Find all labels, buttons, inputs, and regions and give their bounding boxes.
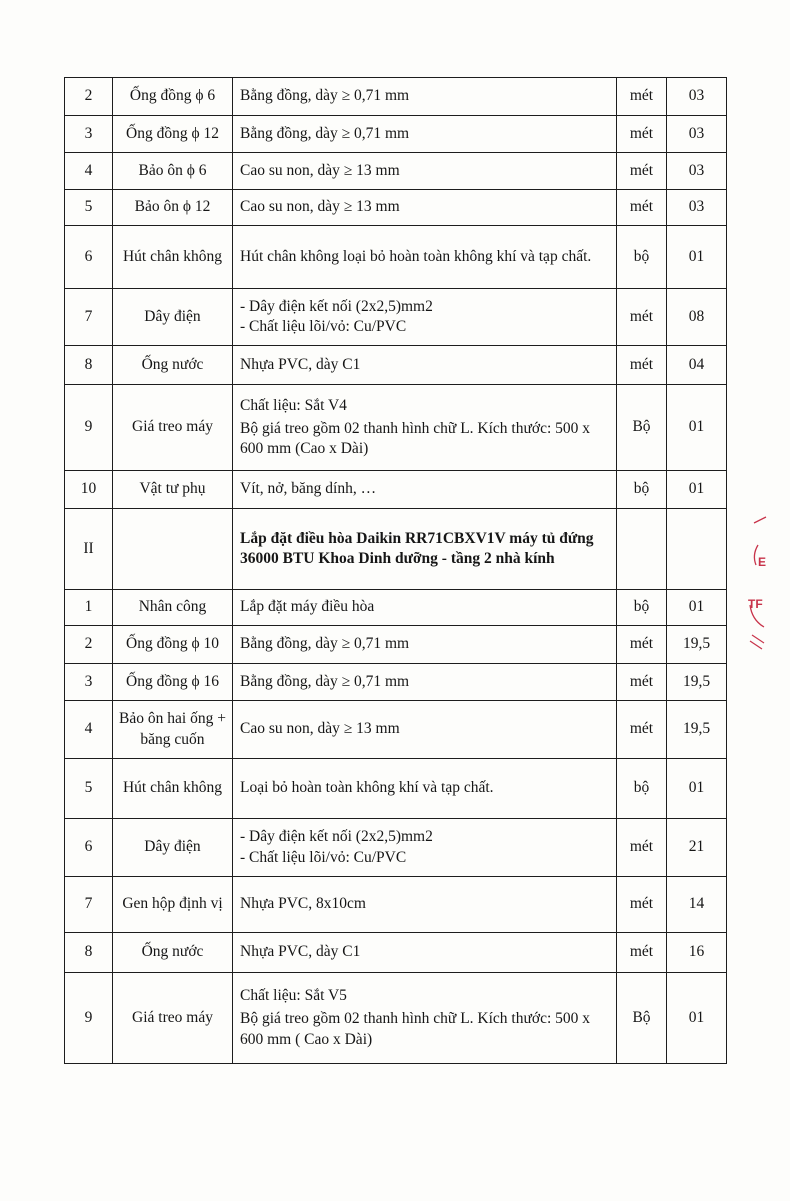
materials-table-body xyxy=(65,78,727,1064)
item-spec-cell xyxy=(233,78,617,116)
item-number-cell: 6 xyxy=(65,226,113,289)
item-name-cell: Bảo ôn ϕ 6 xyxy=(113,153,233,190)
table-row xyxy=(65,973,727,1064)
item-spec-cell xyxy=(233,509,617,590)
item-number-cell: 6 xyxy=(65,819,113,877)
quantity-cell: 03 xyxy=(667,116,727,153)
item-number-cell: 4 xyxy=(65,701,113,759)
item-number-cell: 7 xyxy=(65,289,113,346)
table-row xyxy=(65,819,727,877)
stamp-text-e: E xyxy=(758,555,767,569)
unit-cell: bộ xyxy=(617,590,667,626)
item-number-cell: 5 xyxy=(65,190,113,226)
materials-table xyxy=(64,77,727,1064)
unit-cell: mét xyxy=(617,933,667,973)
item-spec-cell xyxy=(233,289,617,346)
item-spec-cell xyxy=(233,664,617,701)
quantity-cell: 16 xyxy=(667,933,727,973)
item-name-cell: Gen hộp định vị xyxy=(113,877,233,933)
unit-cell: mét xyxy=(617,701,667,759)
spec-line: Bằng đồng, dày ≥ 0,71 mm xyxy=(240,124,410,142)
item-name-cell: Ống đồng ϕ 16 xyxy=(113,664,233,701)
unit-cell: mét xyxy=(617,877,667,933)
unit-cell xyxy=(617,509,667,590)
unit-cell: mét xyxy=(617,819,667,877)
item-number-cell: 3 xyxy=(65,116,113,153)
quantity-cell: 19,5 xyxy=(667,701,727,759)
item-name-cell: Ống nước xyxy=(113,346,233,385)
spec-line: Cao su non, dày ≥ 13 mm xyxy=(240,198,400,216)
item-name-cell: Nhân công xyxy=(113,590,233,626)
spec-line: Lắp đặt điều hòa Daikin RR71CBXV1V máy tủ đứng 36000 BTU Khoa Dinh dưỡng - tầng 2 nhà kính xyxy=(240,529,594,567)
table-row xyxy=(65,226,727,289)
table-row xyxy=(65,289,727,346)
item-name-cell: Giá treo máy xyxy=(113,973,233,1064)
spec-line: Lắp đặt máy điều hòa xyxy=(240,598,375,616)
item-name-cell: Ống nước xyxy=(113,933,233,973)
quantity-cell: 03 xyxy=(667,153,727,190)
item-number-cell: 9 xyxy=(65,973,113,1064)
spec-line: - Dây điện kết nối (2x2,5)mm2 xyxy=(240,297,433,315)
red-stamp-fragment xyxy=(744,515,790,665)
quantity-cell: 01 xyxy=(667,226,727,289)
unit-cell: Bộ xyxy=(617,385,667,471)
item-number-cell: 7 xyxy=(65,877,113,933)
item-spec-cell xyxy=(233,973,617,1064)
table-row xyxy=(65,877,727,933)
item-name-cell: Ống đồng ϕ 12 xyxy=(113,116,233,153)
item-number-cell: 2 xyxy=(65,626,113,664)
item-spec-cell xyxy=(233,877,617,933)
table-row xyxy=(65,933,727,973)
item-spec-cell xyxy=(233,385,617,471)
table-row xyxy=(65,78,727,116)
item-number-cell: II xyxy=(65,509,113,590)
table-row xyxy=(65,664,727,701)
spec-line: Chất liệu: Sắt V4 xyxy=(240,396,347,414)
quantity-cell: 01 xyxy=(667,471,727,509)
spec-line: Bộ giá treo gồm 02 thanh hình chữ L. Kích thước: 500 x 600 mm ( Cao x Dài) xyxy=(240,1010,591,1048)
unit-cell: mét xyxy=(617,116,667,153)
quantity-cell: 03 xyxy=(667,78,727,116)
item-spec-cell xyxy=(233,346,617,385)
table-row xyxy=(65,346,727,385)
item-number-cell: 1 xyxy=(65,590,113,626)
quantity-cell: 01 xyxy=(667,759,727,819)
item-spec-cell xyxy=(233,701,617,759)
item-number-cell: 5 xyxy=(65,759,113,819)
spec-line: Nhựa PVC, dày C1 xyxy=(240,943,361,961)
quantity-cell xyxy=(667,509,727,590)
item-name-cell xyxy=(113,509,233,590)
item-spec-cell xyxy=(233,759,617,819)
spec-line: Bằng đồng, dày ≥ 0,71 mm xyxy=(240,635,410,653)
unit-cell: mét xyxy=(617,190,667,226)
spec-line: Vít, nở, băng dính, … xyxy=(240,480,377,498)
quantity-cell: 08 xyxy=(667,289,727,346)
item-name-cell: Dây điện xyxy=(113,819,233,877)
spec-line: Hút chân không loại bỏ hoàn toàn không khí và tạp chất. xyxy=(240,247,592,265)
quantity-cell: 04 xyxy=(667,346,727,385)
table-row xyxy=(65,590,727,626)
table-row xyxy=(65,509,727,590)
item-name-cell: Ống đồng ϕ 6 xyxy=(113,78,233,116)
quantity-cell: 01 xyxy=(667,385,727,471)
table-row xyxy=(65,190,727,226)
spec-line: Loại bỏ hoàn toàn không khí và tạp chất. xyxy=(240,779,494,797)
item-name-cell: Giá treo máy xyxy=(113,385,233,471)
spec-line: Cao su non, dày ≥ 13 mm xyxy=(240,161,400,179)
item-spec-cell xyxy=(233,226,617,289)
quantity-cell: 21 xyxy=(667,819,727,877)
unit-cell: mét xyxy=(617,346,667,385)
table-row xyxy=(65,626,727,664)
item-number-cell: 8 xyxy=(65,933,113,973)
item-spec-cell xyxy=(233,819,617,877)
spec-line: Nhựa PVC, dày C1 xyxy=(240,355,361,373)
item-name-cell: Dây điện xyxy=(113,289,233,346)
spec-line: - Chất liệu lõi/vỏ: Cu/PVC xyxy=(240,318,407,335)
unit-cell: bộ xyxy=(617,226,667,289)
spec-line: Chất liệu: Sắt V5 xyxy=(240,987,347,1005)
item-spec-cell xyxy=(233,933,617,973)
unit-cell: bộ xyxy=(617,471,667,509)
item-spec-cell xyxy=(233,153,617,190)
unit-cell: mét xyxy=(617,289,667,346)
spec-line: Bằng đồng, dày ≥ 0,71 mm xyxy=(240,672,410,690)
spec-line: Bộ giá treo gồm 02 thanh hình chữ L. Kích thước: 500 x 600 mm (Cao x Dài) xyxy=(240,419,591,458)
unit-cell: mét xyxy=(617,78,667,116)
spec-line: Nhựa PVC, 8x10cm xyxy=(240,895,366,913)
item-name-cell: Hút chân không xyxy=(113,759,233,819)
quantity-cell: 01 xyxy=(667,590,727,626)
table-row xyxy=(65,701,727,759)
item-spec-cell xyxy=(233,116,617,153)
table-row xyxy=(65,385,727,471)
table-row xyxy=(65,759,727,819)
item-spec-cell xyxy=(233,190,617,226)
item-number-cell: 9 xyxy=(65,385,113,471)
item-name-cell: Ống đồng ϕ 10 xyxy=(113,626,233,664)
unit-cell: mét xyxy=(617,153,667,190)
item-number-cell: 2 xyxy=(65,78,113,116)
unit-cell: mét xyxy=(617,626,667,664)
unit-cell: Bộ xyxy=(617,973,667,1064)
quantity-cell: 19,5 xyxy=(667,626,727,664)
item-name-cell: Vật tư phụ xyxy=(113,471,233,509)
item-name-cell: Bảo ôn ϕ 12 xyxy=(113,190,233,226)
spec-line: Bằng đồng, dày ≥ 0,71 mm xyxy=(240,87,410,105)
item-name-cell: Bảo ôn hai ống + băng cuốn xyxy=(113,701,233,759)
stamp-arc-icon xyxy=(744,515,790,665)
stamp-text-tf: TF xyxy=(748,597,763,611)
item-name-cell: Hút chân không xyxy=(113,226,233,289)
spec-line: - Dây điện kết nối (2x2,5)mm2 xyxy=(240,828,433,846)
item-number-cell: 8 xyxy=(65,346,113,385)
unit-cell: bộ xyxy=(617,759,667,819)
table-row xyxy=(65,153,727,190)
spec-line: - Chất liệu lõi/vỏ: Cu/PVC xyxy=(240,848,407,866)
item-number-cell: 10 xyxy=(65,471,113,509)
table-row xyxy=(65,116,727,153)
quantity-cell: 01 xyxy=(667,973,727,1064)
item-spec-cell xyxy=(233,590,617,626)
item-spec-cell xyxy=(233,626,617,664)
table-row xyxy=(65,471,727,509)
unit-cell: mét xyxy=(617,664,667,701)
item-spec-cell xyxy=(233,471,617,509)
item-number-cell: 3 xyxy=(65,664,113,701)
quantity-cell: 03 xyxy=(667,190,727,226)
quantity-cell: 14 xyxy=(667,877,727,933)
quantity-cell: 19,5 xyxy=(667,664,727,701)
item-number-cell: 4 xyxy=(65,153,113,190)
spec-line: Cao su non, dày ≥ 13 mm xyxy=(240,720,400,738)
